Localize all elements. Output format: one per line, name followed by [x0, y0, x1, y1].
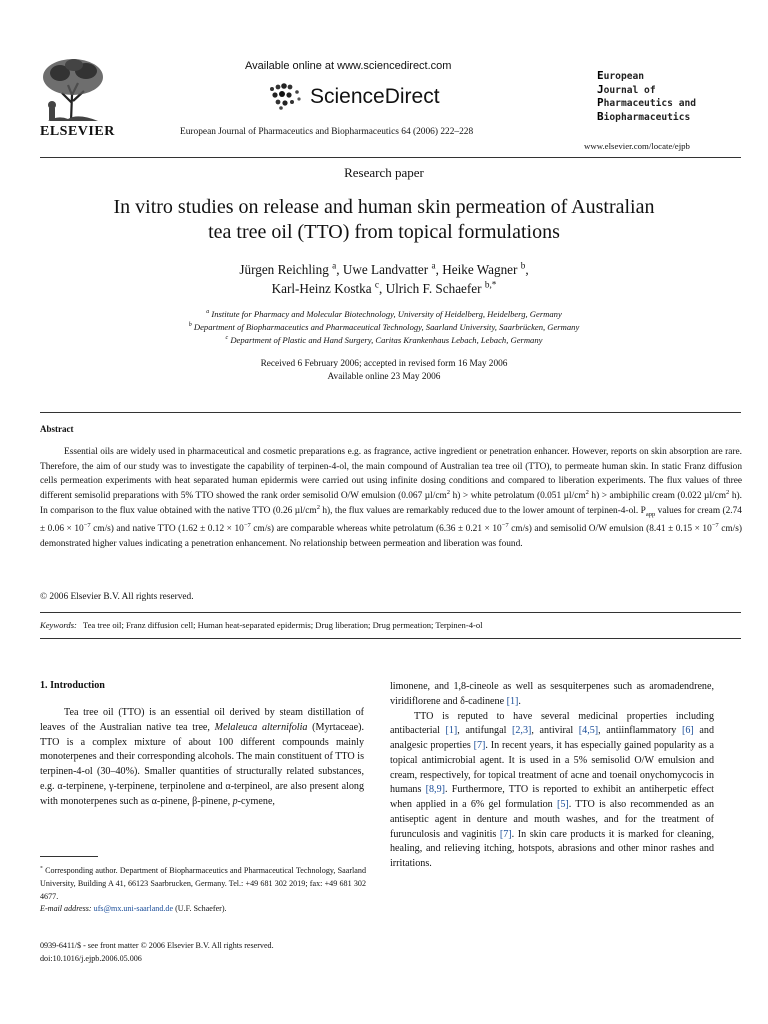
- sciencedirect-wordmark: ScienceDirect: [310, 85, 440, 108]
- body-column-left: Tea tree oil (TTO) is an essential oil derived by steam distillation of leaves of the Australian native tea tree, Melaleuca alternifolia (Myrtaceae). TTO is a complex mixture of about 100 different compounds mainly monoterpenes and their corresponding alcohols. The main constituent of TTO is terpinen-4-ol (30–40%). Smaller quantities of structurally related substances, e.g. α-terpinene, γ-terpinene, terpinolene and α-terpineol, are also present along with monoterpenes such as α-pinene, β-pinene, p-cymene,: [40, 707, 365, 807]
- keywords-bottom-divider: [40, 638, 741, 639]
- sciencedirect-dots-icon: [266, 82, 308, 112]
- author-line: Karl-Heinz Kostka $^c$, Ulrich F. Schaefer $^{b,*}$: [271, 279, 497, 296]
- received-date: Received 6 February 2006; accepted in revised form 16 May 2006: [260, 359, 508, 369]
- abstract-body: Essential oils are widely used in pharmaceutical and cosmetic preparations e.g. as fragrance, active ingredient or penetration enhancer. However, reports on skin absorption are rare. Therefore, the aim of our study was to investigate the capability of terpinen-4-ol, the main compound of Australian tea tree oil (TTO), to permeate human skin. In static Franz diffusion cells permeation experiments with heat separated human epidermis were carried out using infinite dosing conditions and compared to liberation experiments. The flux values of three different semisolid preparations with 5% TTO showed the rank order semisolid O/W emulsion (0.067 $\mu l/cm^2$ h) > white petrolatum (0.051 $\mu l/cm^2$ h) > ambiphilic cream (0.022 $\mu l/cm^2$ h). In comparison to the flux value obtained with the native TTO (0.26 $\mu l/cm^2$ h), the flux values are remarkably reduced due to the lower amount of terpinen-4-ol. $P_{app}$ values for cream ($2.74 \pm 0.06 \times 10^{-7}$ cm/s) and native TTO ($1.62 \pm 0.12 \times 10^{-7}$ cm/s) are comparable whereas white petrolatum ($6.36 \pm 0.21 \times 10^{-7}$ cm/s) and semisolid O/W emulsion ($8.41 \pm 0.15 \times 10^{-7}$ cm/s) demonstrated higher values indicating a penetration enhancement. No relationship between permeation and liberation was found.: [40, 447, 742, 550]
- doi-link[interactable]: doi:10.1016/j.ejpb.2006.05.006: [40, 953, 142, 963]
- journal-citation: European Journal of Pharmaceutics and Biopharmaceutics 64 (2006) 222–228: [180, 127, 474, 137]
- abstract-copyright: © 2006 Elsevier B.V. All rights reserved.: [40, 592, 194, 602]
- keywords-label: Keywords:: [40, 620, 77, 630]
- author-name: Uwe Landvatter $^a$: [342, 260, 436, 277]
- journal-url-link[interactable]: www.elsevier.com/locate/ejpb: [584, 141, 690, 151]
- issn-doi-block: [40, 940, 274, 966]
- reference-link[interactable]: [6]: [682, 725, 694, 737]
- abstract-heading: Abstract: [40, 424, 74, 434]
- corresponding-author-footnote: * Corresponding author. Department of Biopharmaceutics and Pharmaceutical Technology, Saarland University, Building A 41, 66123 Saarbrucken, Germany. Tel.: +49 681 302 2019; fax: +49 681 302 4677. E-mail address: ufs@mx.uni-saarland.de (U.F. Schaefer).: [40, 865, 366, 914]
- journal-logo-line: Pharmaceutics and: [597, 96, 697, 109]
- keywords-top-divider: [40, 612, 741, 613]
- abstract-top-divider: [40, 412, 741, 413]
- author-name: Ulrich F. Schaefer $^{b,*}$: [385, 279, 497, 296]
- reference-link[interactable]: [8,9]: [425, 784, 445, 796]
- author-email-link[interactable]: ufs@mx.uni-saarland.de: [93, 904, 174, 914]
- title-line: tea tree oil (TTO) from topical formulations: [208, 221, 560, 243]
- author-line: Jürgen Reichling $^a$, Uwe Landvatter $^a$, Heike Wagner $^b$,: [239, 260, 529, 277]
- journal-logo: [597, 70, 696, 124]
- article-dates: [40, 358, 728, 384]
- sciencedirect-logo: [266, 82, 440, 112]
- affiliation: $^c$ Department of Plastic and Hand Surgery, Caritas Krankenhaus Lebach, Lebach, Germany: [225, 335, 543, 346]
- header-divider: [40, 157, 741, 158]
- author-name: Jürgen Reichling $^a$: [239, 260, 337, 277]
- available-online-text: Available online at www.sciencedirect.com: [245, 60, 452, 72]
- elsevier-tree-logo-icon: [38, 55, 108, 125]
- online-date: Available online 23 May 2006: [327, 372, 441, 382]
- affiliation-list: [40, 308, 728, 348]
- issn-line: 0939-6411/$ - see front matter © 2006 Elsevier B.V. All rights reserved.: [40, 941, 274, 950]
- journal-logo-line: Biopharmaceutics: [597, 109, 691, 123]
- reference-link[interactable]: [5]: [556, 799, 569, 810]
- keywords-list: Tea tree oil; Franz diffusion cell; Human heat-separated epidermis; Drug liberation; Drug permeation; Terpinen-4-ol: [82, 620, 483, 630]
- footnote-divider: [40, 856, 98, 857]
- journal-logo-line: Journal of: [597, 82, 656, 96]
- publisher-name: ELSEVIER: [40, 124, 115, 139]
- author-list: [40, 260, 728, 298]
- body-column-right: limonene, and 1,8-cineole as well as sesquiterpenes such as aromadendrene, viridiflorene and δ-cadinene [1]. TTO is reputed to have several medicinal properties including antibacterial [1], antifungal [2,3], antiviral [4,5], antiinflammatory [6] and analgesic properties [7]. In recent years, it has especially gained popularity as a topical antimicrobial agent. It is used in a 5% semisolid O/W emulsion and cream, respectively, for topical treatment of acne and toenail onychomycocis in humans [8,9]. Furthermore, TTO is reported to exhibit an antiherpetic effect when applied in a 6% gel formulation [5]. TTO is also recommended as an antiseptic agent in denture and mouth washes, and for the treatment of furunculosis and vaginitis [7]. In skin care products it is marked for cleaning, healing, and relieving itching, hotspots, abrasions and other minor rashes and irritations.: [390, 681, 715, 869]
- section-heading-introduction: 1. Introduction: [40, 680, 105, 691]
- reference-link[interactable]: [2,3]: [512, 725, 532, 737]
- reference-link[interactable]: [7]: [473, 740, 486, 751]
- paper-title: [40, 195, 728, 245]
- reference-link[interactable]: [4,5]: [578, 725, 599, 737]
- paper-type: Research paper: [344, 165, 424, 180]
- author-name: Heike Wagner $^b$: [442, 260, 526, 277]
- title-line: In vitro studies on release and human skin permeation of Australian: [113, 196, 655, 218]
- journal-logo-line: European: [597, 69, 645, 82]
- keywords-line: [40, 620, 483, 630]
- affiliation: $^b$ Department of Biopharmaceutics and Pharmaceutical Technology, Saarland University, Saarbrücken, Germany: [188, 322, 580, 333]
- reference-link[interactable]: [1]: [506, 695, 519, 707]
- author-name: Karl-Heinz Kostka $^c$: [271, 279, 379, 296]
- reference-link[interactable]: [7]: [499, 828, 512, 840]
- affiliation: $^a$ Institute for Pharmacy and Molecular Biotechnology, University of Heidelberg, Heidelberg, Germany: [206, 309, 562, 319]
- reference-link[interactable]: [1]: [445, 725, 458, 737]
